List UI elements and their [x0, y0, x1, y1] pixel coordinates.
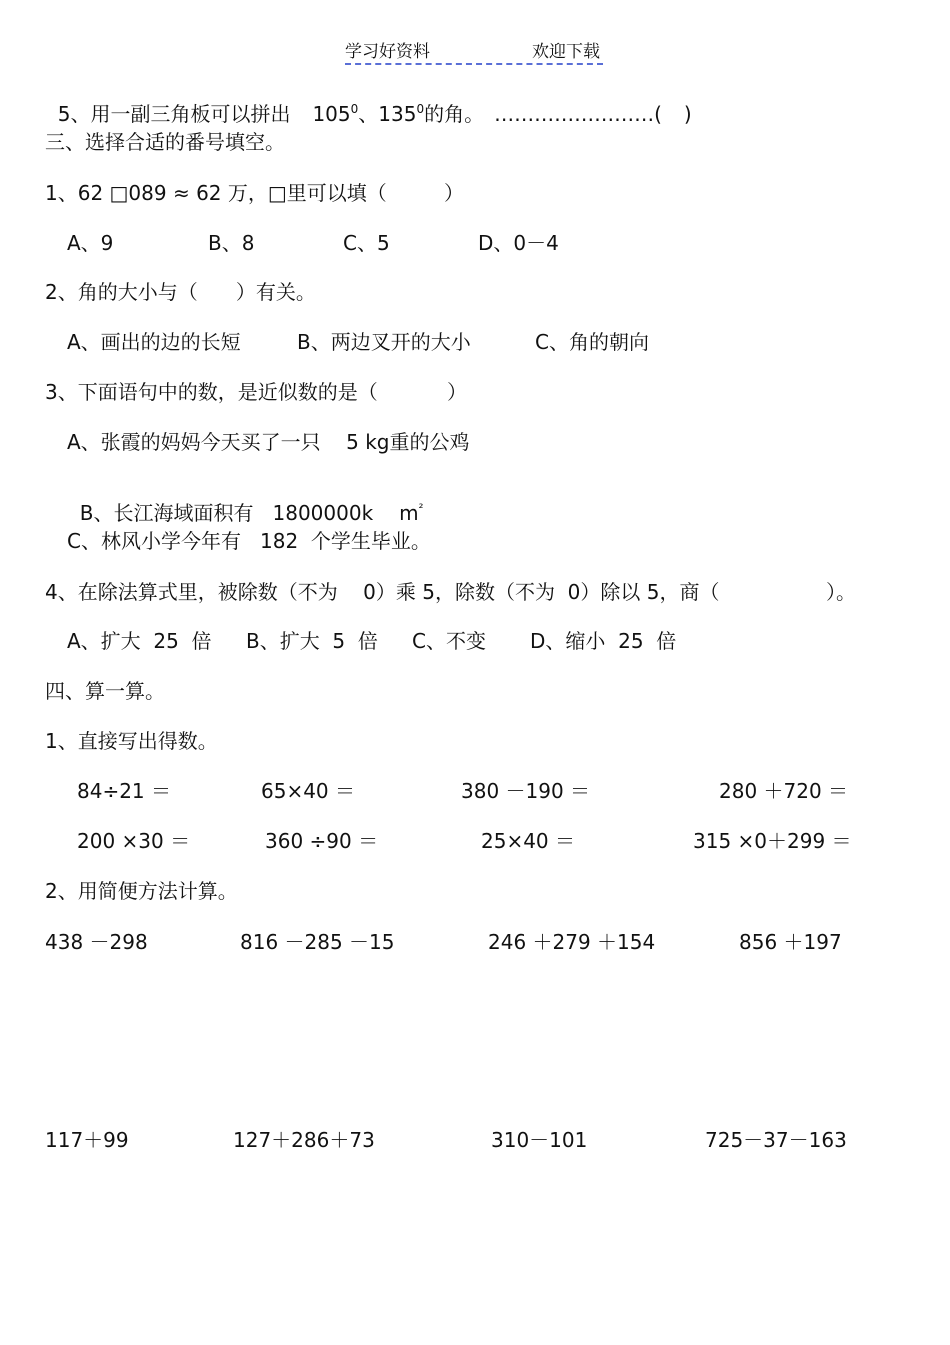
q5-answer-paren: )	[683, 102, 692, 126]
q5-suffix: 的角。	[424, 102, 485, 126]
q5-prefix: 5、用一副三角板可以拼出	[57, 102, 291, 126]
s3-q4-option-a: A、扩大 25 倍	[67, 629, 212, 653]
section-4-title: 四、算一算。	[45, 679, 165, 703]
q5-sup-1: 0	[350, 102, 359, 116]
s4-q1-r2-c1: 200 ×30 ＝	[77, 829, 191, 853]
s4-q1-r1-c3: 380 －190 ＝	[461, 779, 591, 803]
header-left: 学习好资料	[345, 42, 430, 62]
q5-sup-2: 0	[416, 102, 425, 116]
s4-q2-r1-c2: 816 －285 －15	[240, 930, 395, 954]
s3-q3-option-b	[67, 482, 423, 523]
s4-q2-r2-c1: 117＋99	[45, 1128, 129, 1152]
section-3-title: 三、选择合适的番号填空。	[45, 130, 285, 154]
s4-q1-r1-c1: 84÷21 ＝	[77, 779, 172, 803]
s3-q3-option-b-unit: m	[399, 501, 419, 525]
s4-q1-r1-c2: 65×40 ＝	[261, 779, 356, 803]
s4-q2-r1-c4: 856 ＋197	[739, 930, 842, 954]
s3-q3-option-b-sup: ²	[418, 501, 424, 515]
s3-q2-option-a: A、画出的边的长短	[67, 330, 241, 354]
s4-q1-r2-c3: 25×40 ＝	[481, 829, 576, 853]
q5-separator: 、	[358, 102, 379, 126]
s3-q2-option-c: C、角的朝向	[535, 330, 649, 354]
header-right: 欢迎下载	[532, 42, 600, 62]
s3-q2-option-b: B、两边叉开的大小	[297, 330, 471, 354]
s3-q3-text: 3、下面语句中的数，是近似数的是（	[45, 380, 378, 404]
s4-q2-r2-c4: 725－37－163	[705, 1128, 847, 1152]
s4-q2-r2-c2: 127＋286＋73	[233, 1128, 375, 1152]
q5-value-1: 105	[312, 102, 351, 126]
s3-q3-option-b-text: B、长江海域面积有 1800000k	[79, 501, 374, 525]
s3-q4-close-paren: ）。	[826, 580, 856, 604]
s3-q1-option-c: C、5	[343, 231, 390, 255]
s3-q2-text: 2、角的大小与（ ）有关。	[45, 280, 316, 304]
s4-q2-title: 2、用简便方法计算。	[45, 879, 238, 903]
s3-q4-text: 4、在除法算式里，被除数（不为 0）乘 5，除数（不为 0）除以 5，商（	[45, 580, 720, 604]
q5-value-2: 135	[378, 102, 417, 126]
s3-q1-text: 1、62 □089 ≈ 62 万，□里可以填（	[45, 181, 387, 205]
s3-q4-option-d: D、缩小 25 倍	[530, 629, 677, 653]
s3-q3-option-c: C、林风小学今年有 182 个学生毕业。	[67, 529, 431, 553]
s3-q3-close-paren: ）	[447, 380, 467, 404]
s3-q3-option-a: A、张霞的妈妈今天买了一只 5 kg重的公鸡	[67, 430, 470, 454]
q5-line	[45, 83, 692, 124]
header-rule	[345, 63, 603, 65]
s4-q2-r2-c3: 310－101	[491, 1128, 588, 1152]
s4-q1-title: 1、直接写出得数。	[45, 729, 218, 753]
s3-q1-option-b: B、8	[208, 231, 255, 255]
s3-q1-option-d: D、0－4	[478, 231, 559, 255]
s4-q1-r2-c2: 360 ÷90 ＝	[265, 829, 379, 853]
s3-q1-close-paren: ）	[444, 181, 464, 205]
q5-dots: ……………………(	[494, 102, 662, 126]
s4-q2-r1-c1: 438 －298	[45, 930, 148, 954]
s3-q4-option-b: B、扩大 5 倍	[246, 629, 378, 653]
s4-q1-r1-c4: 280 ＋720 ＝	[719, 779, 849, 803]
s3-q1-option-a: A、9	[67, 231, 114, 255]
s4-q1-r2-c4: 315 ×0＋299 ＝	[693, 829, 852, 853]
s4-q2-r1-c3: 246 ＋279 ＋154	[488, 930, 656, 954]
s3-q4-option-c: C、不变	[412, 629, 486, 653]
